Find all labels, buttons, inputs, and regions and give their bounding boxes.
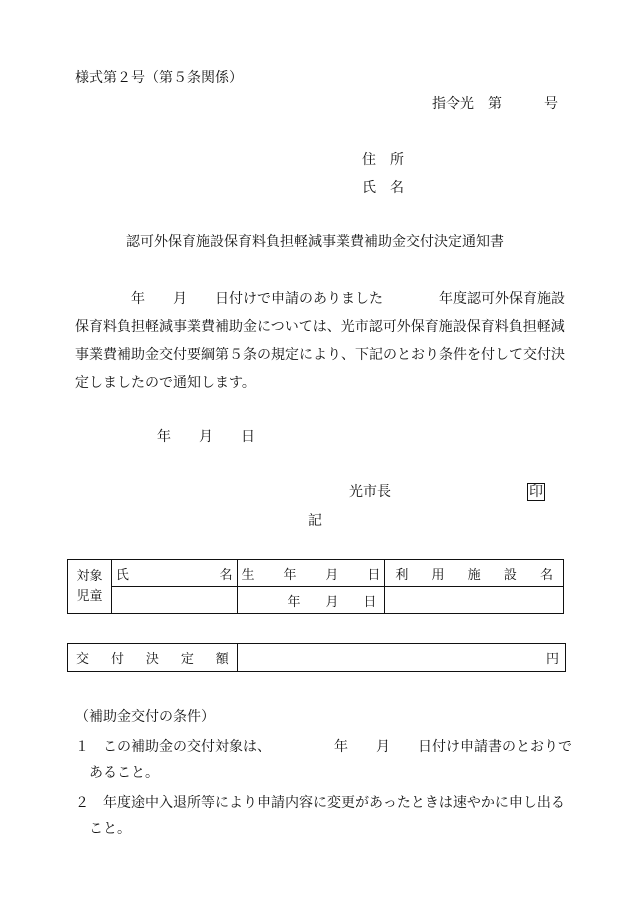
condition-text: この補助金の交付対象は、 年 月 日付け申請書のとおりで (103, 739, 572, 755)
label-line: 児童 (76, 588, 103, 604)
yen-unit: 円 (545, 652, 559, 667)
ki-heading: 記 (308, 513, 322, 529)
notice-body (75, 285, 565, 397)
document-title: 認可外保育施設保育料負担軽減事業費補助金交付決定通知書 (126, 234, 504, 250)
facility-header-char: 設 (503, 567, 517, 583)
target-child-label (68, 560, 112, 614)
dob-value-cell (237, 587, 385, 614)
amount-label-char: 額 (215, 652, 229, 667)
label-line: 対象 (76, 568, 103, 584)
facility-header-char: 施 (467, 567, 481, 583)
body-line: 事業費補助金交付要綱第５条の規定により、下記のとおり条件を付して交付決 (75, 347, 565, 363)
condition-item (75, 734, 570, 786)
dob-header-char: 日 (367, 567, 381, 583)
conditions-heading: （補助金交付の条件） (75, 709, 215, 725)
amount-label-char: 決 (145, 652, 159, 667)
amount-label-char: 交 (76, 652, 90, 667)
name-value-cell (111, 587, 237, 614)
dob-header-char: 月 (325, 567, 339, 583)
dob-header-char: 年 (283, 567, 297, 583)
name-header-char: 氏 (115, 567, 129, 583)
grant-amount-value (237, 644, 565, 672)
facility-value-cell (385, 587, 564, 614)
form-number-label: 様式第２号（第５条関係） (75, 70, 243, 86)
amount-table (67, 643, 566, 672)
condition-text: 年度途中入退所等により申請内容に変更があったときは速やかに申し出る (103, 795, 565, 811)
condition-item (75, 790, 570, 842)
dob-header-char: 生 (241, 567, 255, 583)
body-line: 定しましたので通知します。 (75, 375, 256, 391)
child-table (67, 559, 564, 614)
condition-number: １ (75, 739, 89, 755)
dob-value-char: 年 (287, 594, 301, 610)
condition-text-cont: あること。 (89, 765, 159, 781)
name-header-cell (111, 560, 237, 587)
condition-text-cont: こと。 (89, 821, 131, 837)
issue-date: 年 月 日 (157, 429, 255, 445)
facility-header-char: 用 (431, 567, 445, 583)
facility-header-cell (385, 560, 564, 587)
body-line: 年 月 日付けで申請のありました 年度認可外保育施設 (75, 291, 565, 307)
amount-label-char: 付 (110, 652, 124, 667)
name-label: 氏 名 (362, 180, 404, 196)
dob-value-char: 日 (363, 594, 377, 610)
issuer-title: 光市長 (349, 484, 391, 500)
seal-mark (527, 482, 545, 502)
condition-number: ２ (75, 795, 89, 811)
directive-number: 指令光 第 号 (432, 96, 558, 112)
body-line: 保育料負担軽減事業費補助金については、光市認可外保育施設保育料負担軽減 (75, 319, 565, 335)
conditions-section (75, 704, 570, 842)
name-header-char: 名 (219, 567, 233, 583)
facility-header-char: 名 (539, 567, 553, 583)
address-label: 住 所 (362, 152, 404, 168)
dob-header-cell (237, 560, 385, 587)
grant-amount-label (68, 644, 238, 672)
seal-character: 印 (529, 484, 543, 500)
amount-label-char: 定 (180, 652, 194, 667)
dob-value-char: 月 (325, 594, 339, 610)
facility-header-char: 利 (395, 567, 409, 583)
